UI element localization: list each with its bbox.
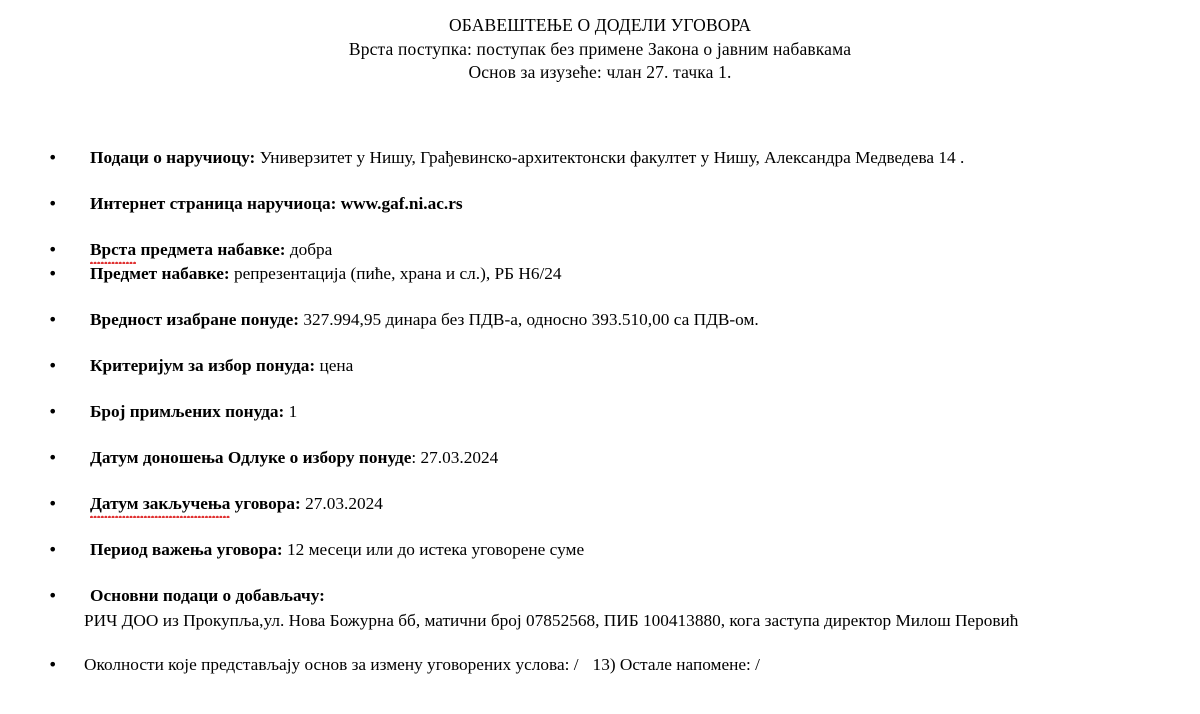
field-label: Подаци о наручиоцу: bbox=[90, 147, 256, 167]
list-item-text bbox=[90, 193, 1200, 215]
list-item-decision-date bbox=[0, 447, 1200, 469]
field-value: добра bbox=[285, 239, 333, 259]
document-header bbox=[0, 0, 1200, 85]
field-label: предмета набавке: bbox=[136, 239, 286, 259]
field-value: 12 месеци или до истека уговорене суме bbox=[282, 539, 585, 559]
field-value: 327.994,95 динара без ПДВ-а, односно 393.510,00 са ПДВ-ом. bbox=[299, 309, 759, 329]
list-item-text bbox=[90, 447, 1200, 469]
modification-circumstances-text: Околности које представљају основ за измену уговорених услова: / bbox=[84, 654, 579, 674]
field-value: 27.03.2024 bbox=[300, 493, 383, 513]
list-item-contract-duration bbox=[0, 539, 1200, 561]
field-label: уговора: bbox=[230, 493, 301, 513]
spellcheck-underlined-word: Врста bbox=[90, 239, 137, 259]
field-label: Предмет набавке: bbox=[90, 263, 230, 283]
field-value: репрезентација (пиће, храна и сл.), РБ Н6/24 bbox=[229, 263, 562, 283]
field-label: Вредност изабране понуде: bbox=[90, 309, 300, 329]
list-item-offer-value bbox=[0, 309, 1200, 331]
field-label: Критеријум за избор понуда: bbox=[90, 355, 316, 375]
list-item-procurement-kind bbox=[0, 239, 1200, 261]
list-item-text bbox=[90, 147, 1200, 169]
bullet-icon: • bbox=[48, 654, 58, 674]
bullet-icon: • bbox=[48, 355, 58, 375]
bullet-icon: • bbox=[48, 147, 58, 167]
supplier-details-text: РИЧ ДОО из Прокупља,ул. Нова Божурна бб, матични број 07852568, ПИБ 100413880, кога заступа директор Милош Перовић bbox=[84, 610, 1019, 630]
award-details-list bbox=[0, 147, 1200, 676]
field-label: Датум доношења Одлуке о избору понуде bbox=[90, 447, 412, 467]
list-item-supplier-heading bbox=[0, 585, 1200, 607]
list-item-text bbox=[90, 239, 1200, 261]
list-item-text bbox=[90, 309, 1200, 331]
bullet-icon: • bbox=[48, 447, 58, 467]
bullet-icon: • bbox=[48, 193, 58, 213]
field-value: цена bbox=[315, 355, 354, 375]
bullet-icon: • bbox=[48, 493, 58, 513]
list-item-text bbox=[90, 585, 1200, 607]
list-item-text bbox=[84, 654, 1200, 676]
list-item-award-criterion bbox=[0, 355, 1200, 377]
field-label: Период важења уговора: bbox=[90, 539, 283, 559]
field-value: Универзитет у Нишу, Грађевинско-архитектонски факултет у Нишу, Александра Медведева 14 . bbox=[255, 147, 965, 167]
other-notes-text: 13) Остале напомене: / bbox=[592, 654, 760, 674]
list-item-contract-date bbox=[0, 493, 1200, 515]
bullet-icon: • bbox=[48, 263, 58, 283]
field-label: Интернет страница наручиоца: www.gaf.ni.ac.rs bbox=[90, 193, 463, 213]
list-item-final-notes bbox=[0, 654, 1200, 676]
list-item-website bbox=[0, 193, 1200, 215]
exemption-basis-line: Основ за изузеће: члан 27. тачка 1. bbox=[468, 62, 732, 82]
bullet-icon: • bbox=[48, 309, 58, 329]
list-item-offers-count bbox=[0, 401, 1200, 423]
bullet-icon: • bbox=[48, 239, 58, 259]
list-item-text bbox=[90, 263, 1200, 285]
list-item-procurement-subject bbox=[0, 263, 1200, 285]
document-title: ОБАВЕШТЕЊЕ О ДОДЕЛИ УГОВОРА bbox=[448, 15, 751, 35]
procedure-type-line: Врста поступка: поступак без примене Закона о јавним набавкама bbox=[348, 38, 852, 59]
field-label: Основни подаци о добављачу: bbox=[90, 585, 325, 605]
list-item-text bbox=[90, 401, 1200, 423]
spellcheck-underlined-word: Датум закључења bbox=[90, 493, 231, 513]
list-item-text bbox=[90, 355, 1200, 377]
bullet-icon: • bbox=[48, 401, 58, 421]
field-label: Број примљених понуда: bbox=[90, 401, 285, 421]
field-value: : 27.03.2024 bbox=[411, 447, 499, 467]
list-item-client-data bbox=[0, 147, 1200, 169]
bullet-icon: • bbox=[48, 539, 58, 559]
list-item-text bbox=[90, 493, 1200, 515]
bullet-icon: • bbox=[48, 585, 58, 605]
list-item-text bbox=[90, 539, 1200, 561]
field-value: 1 bbox=[284, 401, 298, 421]
